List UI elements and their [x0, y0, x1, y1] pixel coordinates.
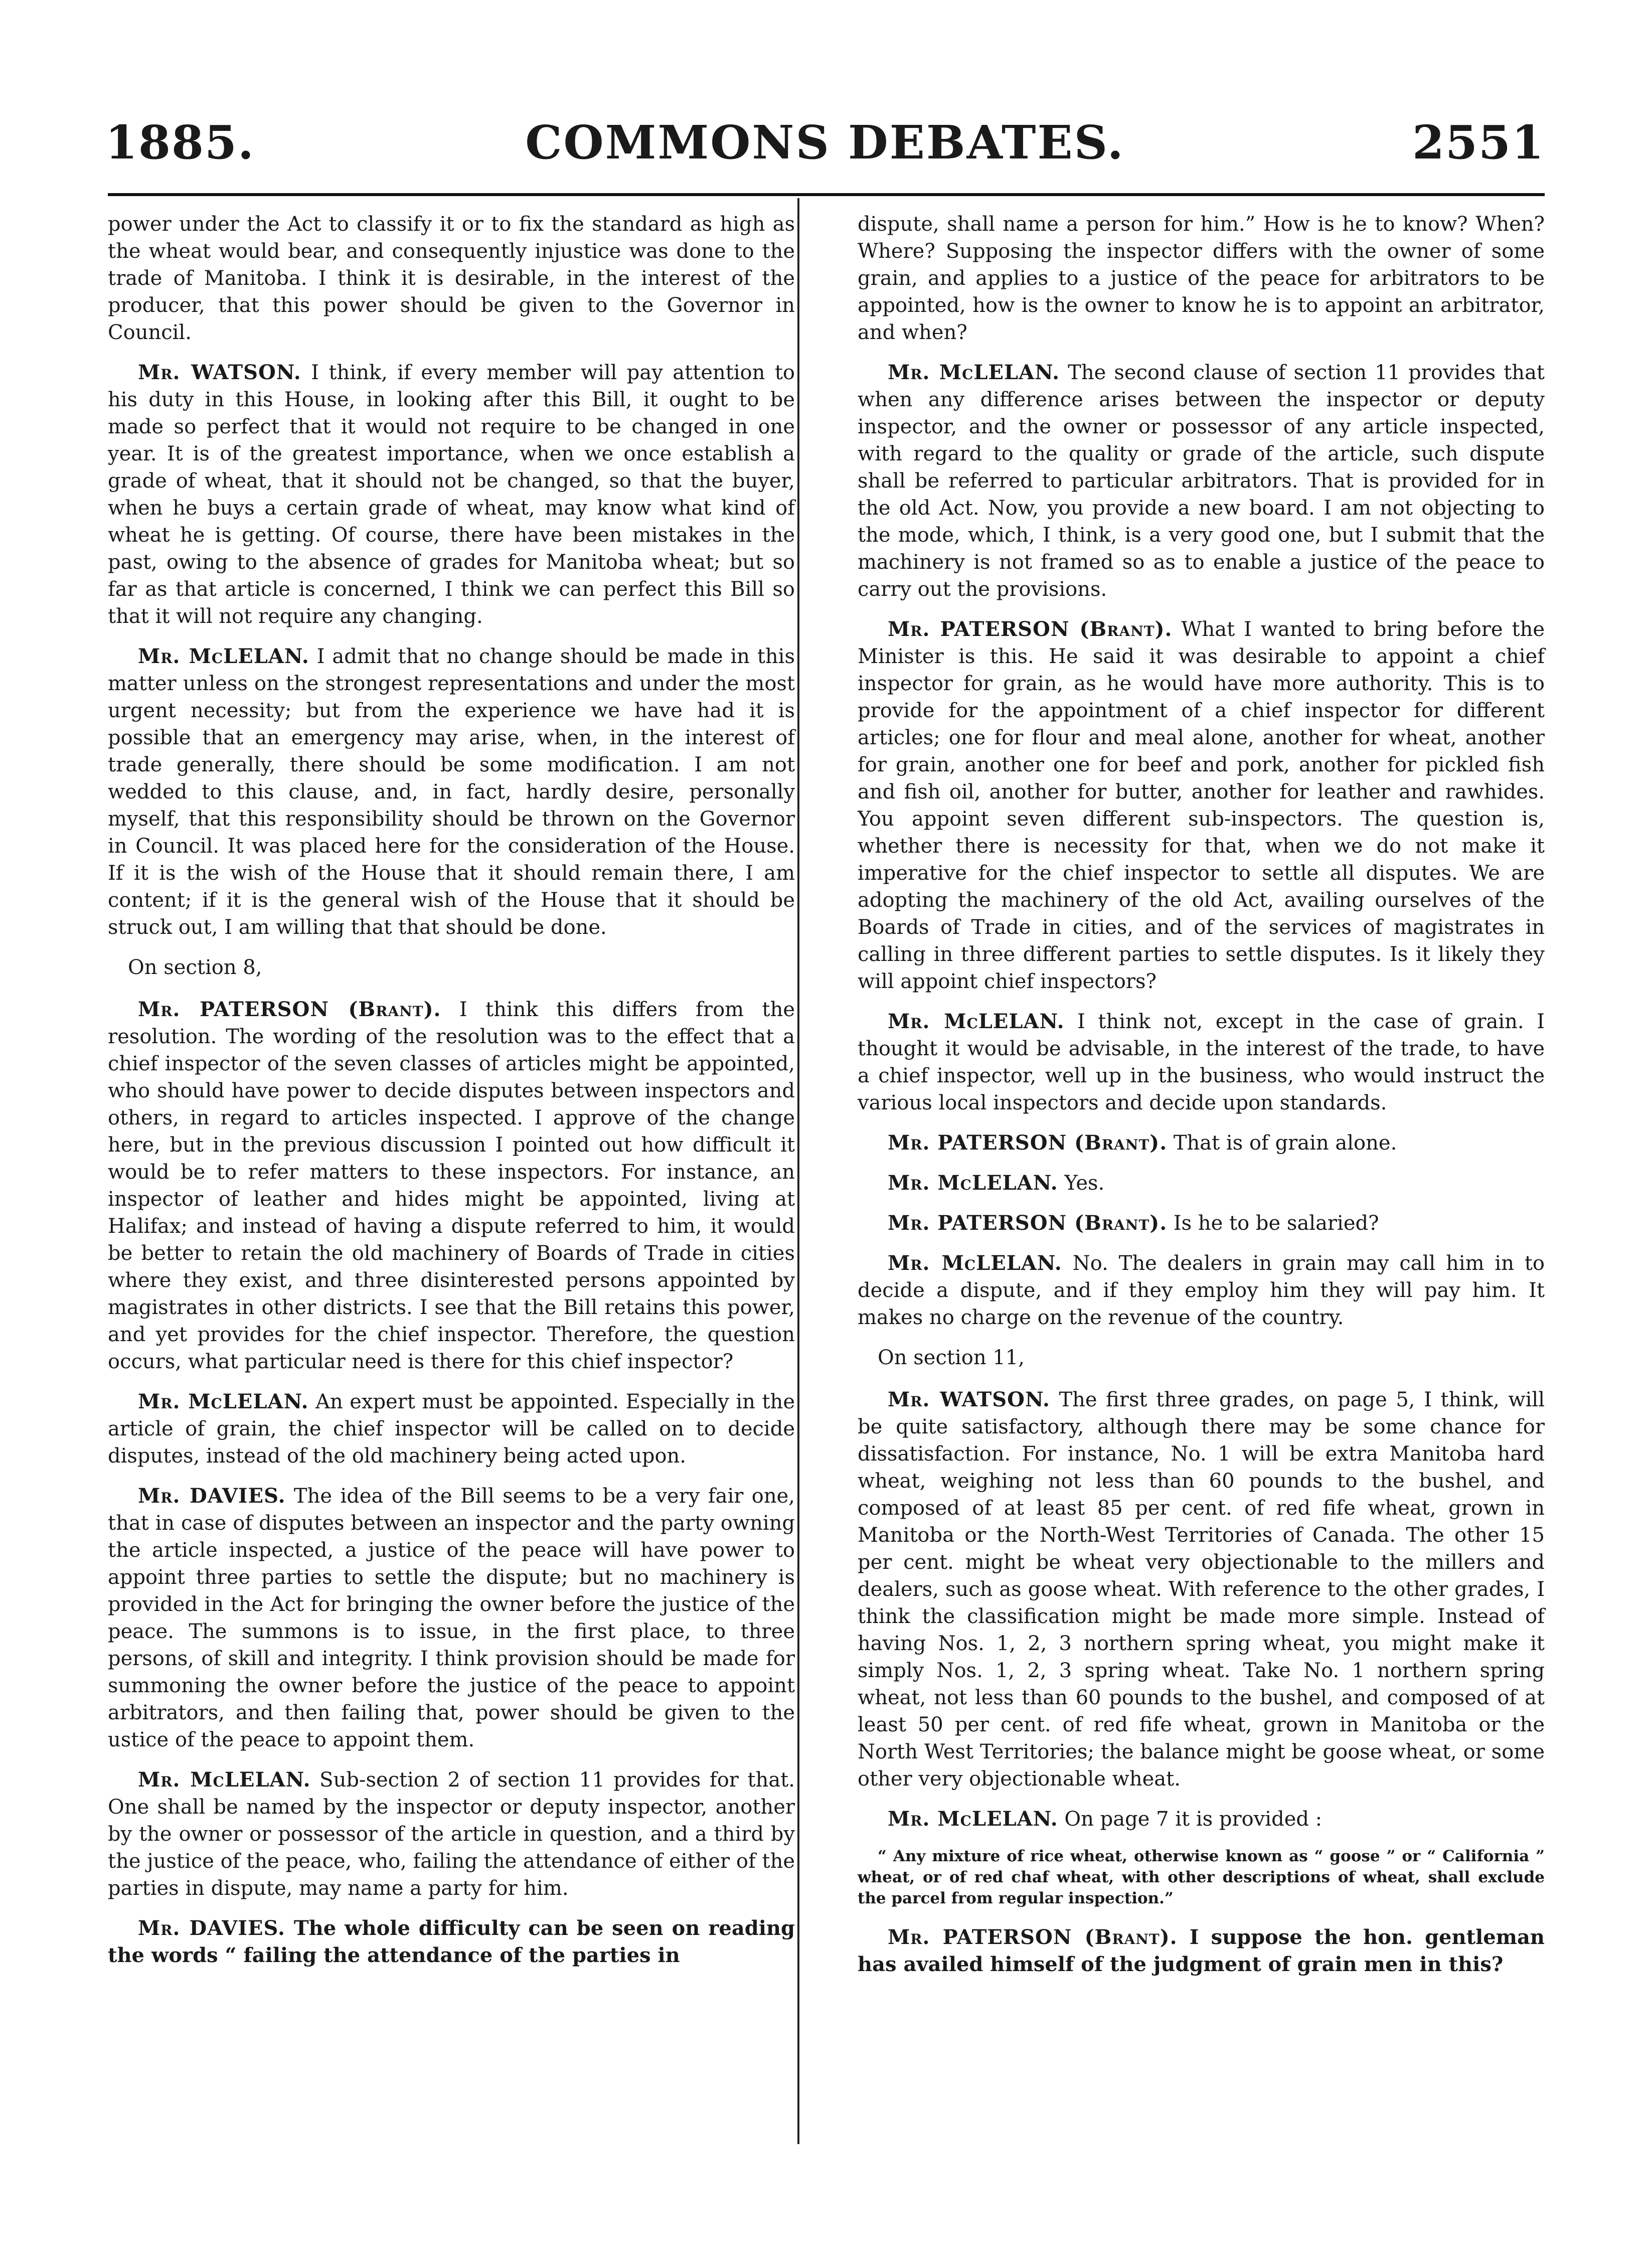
- header-page-number: 2551: [1412, 115, 1545, 170]
- paragraph: Mr. McLELAN. The second clause of section 11 provides that when any difference arises between the inspector or deputy inspector, and the owner or possessor of any article inspected, with regard to the quality or grade of the article, such dispute shall be referred to particular arbitrators. That is provided for in the old Act. Now, you provide a new board. I am not objecting to the mode, which, I think, is a very good one, but I submit that the machinery is not framed so as to enable a justice of the peace to carry out the provisions.: [858, 361, 1545, 601]
- speaker-name: Mr. McLELAN.: [138, 1390, 309, 1413]
- paragraph: Mr. McLELAN. An expert must be appointed. Especially in the article of grain, the chief inspector will be called on to decide disputes, instead of the old machinery being acted upon.: [108, 1390, 795, 1468]
- paragraph: Mr. McLELAN. No. The dealers in grain may call him in to decide a dispute, and if they employ him they will pay him. It makes no charge on the revenue of the country.: [858, 1251, 1545, 1329]
- paragraph: Mr. DAVIES. The idea of the Bill seems to be a very fair one, that in case of disputes between an inspector and the party owning the article inspected, a justice of the peace will have power to appoint three parties to settle the dispute; but no machinery is provided in the Act for bringing the owner before the justice of the peace. The summons is to issue, in the first place, to three persons, of skill and integrity. I think provision should be made for summoning the owner before the justice of the peace to appoint arbitrators, and then failing that, power should be given to the ustice of the peace to appoint them.: [108, 1484, 795, 1751]
- header-rule: [108, 193, 1545, 196]
- speaker-name: Mr. McLELAN.: [888, 1010, 1065, 1033]
- section-heading: On section 11,: [878, 1346, 1025, 1369]
- speaker-name: Mr. PATERSON (Brant).: [888, 1925, 1178, 1949]
- speaker-name: Mr. McLELAN.: [888, 361, 1060, 384]
- section-heading: On section 8,: [128, 956, 262, 979]
- speaker-name: Mr. PATERSON (Brant).: [138, 998, 441, 1021]
- paragraph: Mr. McLELAN. Sub-section 2 of section 11 provides for that. One shall be named by the inspector or deputy inspector, another by the owner or possessor of the article in question, and a third by the justice of the peace, who, failing the attendance of either of the parties in dispute, may name a party for him.: [108, 1768, 795, 1900]
- header-title: COMMONS DEBATES.: [525, 115, 1125, 170]
- left-column: [108, 211, 795, 1982]
- speaker-name: Mr. PATERSON (Brant).: [888, 1211, 1168, 1235]
- speaker-name: Mr. McLELAN.: [138, 644, 309, 668]
- paragraph: Mr. McLELAN. I admit that no change should be made in this matter unless on the strongest representations and under the most urgent necessity; but from the experience we have had it is possible that an emergency may arise, when, in the interest of trade generally, there should be some modification. I am not wedded to this clause, and, in fact, hardly desire, personally myself, that this responsibility should be thrown on the Governor in Council. It was placed here for the consideration of the House. If it is the wish of the House that it should remain there, I am content; if it is the general wish of the House that it should be struck out, I am willing that that should be done.: [108, 644, 795, 939]
- paragraph: Mr. McLELAN. I think not, except in the case of grain. I thought it would be advisable, in the interest of the trade, to have a chief inspector, well up in the business, who would instruct the various local inspectors and decide upon standards.: [858, 1010, 1545, 1114]
- column-divider: [797, 198, 799, 2144]
- speaker-name: Mr. PATERSON (Brant).: [888, 617, 1173, 641]
- speaker-name: Mr. WATSON.: [138, 361, 301, 384]
- page-header: [105, 110, 1545, 186]
- paragraph: Mr. McLELAN. Yes.: [888, 1171, 1105, 1195]
- speaker-name: Mr. DAVIES.: [138, 1484, 286, 1508]
- speaker-name: Mr. McLELAN.: [138, 1768, 311, 1792]
- speaker-name: Mr. PATERSON (Brant).: [888, 1131, 1168, 1155]
- paragraph: Mr. PATERSON (Brant). What I wanted to bring before the Minister is this. He said it was desirable to appoint a chief inspector for grain, as he would have more authority. This is to provide for the appointment of a chief inspector for different articles; one for flour and meal alone, another for wheat, another for grain, another one for beef and pork, another for pickled fish and fish oil, another for butter, another for leather and rawhides. You appoint seven different sub-inspectors. The question is, whether there is necessity for that, when we do not make it imperative for the chief inspector to settle all disputes. We are adopting the machinery of the old Act, availing ourselves of the Boards of Trade in cities, and of the services of magistrates in calling in three different parties to settle disputes. Is it likely they will appoint chief inspectors?: [858, 617, 1545, 993]
- paragraph: Mr. PATERSON (Brant). That is of grain alone.: [888, 1131, 1397, 1155]
- speaker-name: Mr. WATSON.: [888, 1388, 1050, 1411]
- block-quote: “ Any mixture of rice wheat, otherwise known as “ goose ” or “ California ” wheat, or of red chaf wheat, with other descriptions of wheat, shall exclude the parcel from regular inspection.”: [858, 1847, 1545, 1907]
- right-column: [858, 211, 1545, 1991]
- speaker-name: Mr. McLELAN.: [888, 1807, 1058, 1831]
- header-year: 1885.: [105, 115, 255, 170]
- speaker-name: Mr. DAVIES.: [138, 1916, 285, 1940]
- paragraph: Mr. WATSON. I think, if every member will pay attention to his duty in this House, in looking after this Bill, it ought to be made so perfect that it would not require to be changed in one year. It is of the greatest importance, when we once establish a grade of wheat, that it should not be changed, so that the buyer, when he buys a certain grade of wheat, may know what kind of wheat he is getting. Of course, there have been mistakes in the past, owing to the absence of grades for Manitoba wheat; but so far as that article is concerned, I think we can perfect this Bill so that it will not require any changing.: [108, 361, 795, 628]
- paragraph: Mr. WATSON. The first three grades, on page 5, I think, will be quite satisfactory, although there may be some chance for dissatisfaction. For instance, No. 1 will be extra Manitoba hard wheat, weighing not less than 60 pounds to the bushel, and composed of at least 85 per cent. of red fife wheat, grown in Manitoba or the North-West Territories of Canada. The other 15 per cent. might be wheat very objectionable to the millers and dealers, such as goose wheat. With reference to the other grades, I think the classification might be made more simple. Instead of having Nos. 1, 2, 3 northern spring wheat, you might make it simply Nos. 1, 2, 3 spring wheat. Take No. 1 northern spring wheat, not less than 60 pounds to the bushel, and composed of at least 50 per cent. of red fife wheat, grown in Manitoba or the North West Territories; the balance might be goose wheat, or some other very objectionable wheat.: [858, 1388, 1545, 1791]
- paragraph: Mr. McLELAN. On page 7 it is provided :: [888, 1807, 1323, 1831]
- paragraph: Mr. PATERSON (Brant). I think this differs from the resolution. The wording of the resolution was to the effect that a chief inspector of the seven classes of articles might be appointed, who should have power to decide disputes between inspectors and others, in regard to articles inspected. I approve of the change here, but in the previous discussion I pointed out how difficult it would be to refer matters to these inspectors. For instance, an inspector of leather and hides might be appointed, living at Halifax; and instead of having a dispute referred to him, it would be better to retain the old machinery of Boards of Trade in cities where they exist, and three disinterested persons appointed by magistrates in other districts. I see that the Bill retains this power, and yet provides for the chief inspector. Therefore, the question occurs, what particular need is there for this chief inspector?: [108, 998, 795, 1373]
- paragraph: Mr. DAVIES. The whole difficulty can be seen on reading the words “ failing the attendance of the parties in: [108, 1916, 795, 1967]
- speaker-name: Mr. McLELAN.: [888, 1171, 1058, 1195]
- speaker-name: Mr. McLELAN.: [888, 1251, 1062, 1275]
- paragraph: Mr. PATERSON (Brant). Is he to be salaried?: [888, 1211, 1379, 1235]
- paragraph: dispute, shall name a person for him.” How is he to know? When? Where? Supposing the inspector differs with the owner of some grain, and applies to a justice of the peace for arbitrators to be appointed, how is the owner to know he is to appoint an arbitrator, and when?: [858, 213, 1545, 344]
- paragraph: Mr. PATERSON (Brant). I suppose the hon. gentleman has availed himself of the judgment of grain men in this?: [858, 1925, 1545, 1976]
- paragraph: power under the Act to classify it or to fix the standard as high as the wheat would bear, and consequently injustice was done to the trade of Manitoba. I think it is desirable, in the interest of the producer, that this power should be given to the Governor in Council.: [108, 213, 795, 344]
